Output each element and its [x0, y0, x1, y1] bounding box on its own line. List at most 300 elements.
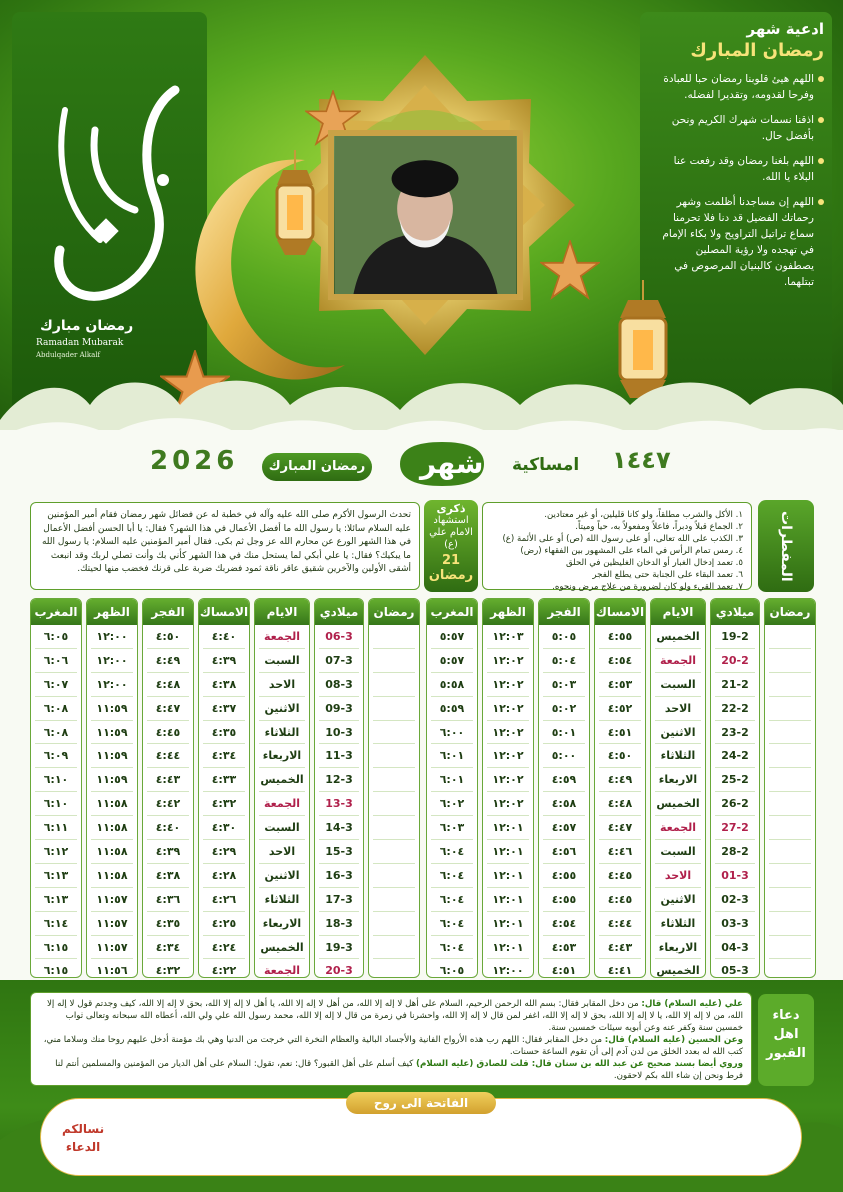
star-icon: [540, 240, 600, 300]
table-cell: ١٢:٠١: [487, 864, 529, 888]
table-cell: ٤:٥٣: [543, 936, 585, 960]
right-miladi-rows: [711, 625, 759, 978]
table-cell: السبت: [259, 649, 305, 673]
table-cell: ٤:٣٠: [203, 816, 245, 840]
table-cell: الاربعاء: [655, 768, 701, 792]
right-col-fajr: [538, 598, 590, 978]
martyrdom-anniversary-tag: [424, 500, 478, 592]
ramadan-mubarak-english: Ramadan Mubarak: [36, 338, 124, 348]
table-cell: السبت: [655, 840, 701, 864]
muftirat-item: ٧. تعمد القيء ولو كان لضرورة من علاج مرض ونحوه.: [552, 582, 743, 592]
table-cell: 03-3: [715, 912, 755, 936]
lantern-icon: [265, 150, 325, 270]
muftirat-item: ١. الأكل والشرب مطلقاً، ولو كانا قليلين، أو غير معتادين.: [544, 510, 743, 520]
table-cell: ٦:٠٦: [35, 649, 77, 673]
table-cell: [769, 792, 811, 816]
header-ramadan: رمضان: [369, 599, 419, 625]
header-imsak: الامساك: [199, 599, 249, 625]
muftirat-title-tab: المفطرات: [758, 500, 814, 592]
table-cell: ٤:٤٤: [147, 744, 189, 768]
table-cell: [373, 888, 415, 912]
muftirat-item: ٢. الجماع قبلاً ودبراً، فاعلاً ومفعولاً به، حياً وميتاً.: [575, 522, 743, 532]
table-cell: [769, 816, 811, 840]
table-cell: ٤:٢٤: [203, 936, 245, 960]
table-cell: ٦:٠٥: [431, 959, 473, 978]
table-cell: ٥:٥٧: [431, 649, 473, 673]
table-cell: الثلاثاء: [259, 888, 305, 912]
table-cell: الثلاثاء: [655, 912, 701, 936]
table-cell: السبت: [655, 673, 701, 697]
muftirat-list: [482, 502, 752, 590]
table-cell: 12-3: [319, 768, 359, 792]
right-ramadan-rows: [765, 625, 815, 978]
request-line-2: الدعاء: [65, 1140, 101, 1154]
table-cell: ٥:٠٣: [543, 673, 585, 697]
table-cell: 19-3: [319, 936, 359, 960]
duas-title-line-1: ادعية شهر: [746, 20, 824, 38]
ramadan-mubarak-arabic: رمضان مبارك: [40, 318, 134, 334]
table-cell: الجمعة: [259, 625, 305, 649]
left-miladi-rows: [315, 625, 363, 978]
table-cell: ٤:٣٩: [203, 649, 245, 673]
table-cell: الخميس: [259, 768, 305, 792]
table-cell: ٤:٣٩: [147, 840, 189, 864]
table-cell: 06-3: [319, 625, 359, 649]
table-cell: 20-3: [319, 959, 359, 978]
table-cell: ١٢:٠٢: [487, 721, 529, 745]
shahr-label: شهر: [420, 447, 484, 480]
table-cell: 14-3: [319, 816, 359, 840]
table-cell: ١١:٥٧: [91, 936, 133, 960]
table-cell: [769, 959, 811, 978]
table-cell: [373, 721, 415, 745]
right-col-maghrib: [426, 598, 478, 978]
table-cell: ٦:٠٢: [431, 792, 473, 816]
table-cell: ٤:٥٠: [147, 625, 189, 649]
table-cell: 24-2: [715, 744, 755, 768]
table-cell: ٤:٣٥: [147, 912, 189, 936]
left-col-fajr: [142, 598, 194, 978]
right-col-dhuhr: [482, 598, 534, 978]
header-ayyam: الايام: [255, 599, 309, 625]
table-cell: 02-3: [715, 888, 755, 912]
table-cell: ٤:٥٥: [599, 625, 641, 649]
table-cell: [769, 697, 811, 721]
table-cell: [769, 649, 811, 673]
table-cell: 05-3: [715, 959, 755, 978]
table-cell: 18-3: [319, 912, 359, 936]
table-cell: ٤:٥٩: [543, 768, 585, 792]
table-cell: ١٢:٠١: [487, 816, 529, 840]
table-cell: ٤:٥٥: [543, 888, 585, 912]
table-cell: ٥:٥٩: [431, 697, 473, 721]
dua-item: اللهم بلغنا رمضان وقد رفعت عنا البلاء يا الله.: [654, 153, 824, 185]
dua-item: اذقنا نسمات شهرك الكريم ونحن بأفضل حال.: [654, 112, 824, 144]
table-cell: [769, 721, 811, 745]
right-imsak-rows: [595, 625, 645, 978]
table-cell: ٤:٤٥: [599, 864, 641, 888]
narrator-hussain: وعن الحسين (عليه السلام) قال:: [604, 1035, 743, 1045]
dua-item: اللهم هيئ قلوبنا رمضان حبا للعبادة وفرحا لقدومه، وتقديرا لفضله.: [654, 71, 824, 103]
table-cell: ١٢:٠١: [487, 912, 529, 936]
table-cell: [769, 673, 811, 697]
table-cell: الاثنين: [259, 864, 305, 888]
header-miladi: ميلادي: [315, 599, 363, 625]
table-cell: ٤:٢٢: [203, 959, 245, 978]
dua-item: اللهم إن مساجدنا أظلمت وشهر رحماتك الفضيل قد دنا فلا تحرمنا سماع تراتيل التراويح ولا بكاء الإمام في تهجده ولا رؤية المصلين يصطفون كالبنيان المرصوص في تبتلهما.: [654, 194, 824, 290]
left-col-miladi: [314, 598, 364, 978]
table-cell: ١٢:٠٢: [487, 649, 529, 673]
tag-line-3: الامام علي (ع): [429, 527, 473, 550]
table-cell: ٤:٢٥: [203, 912, 245, 936]
table-cell: ٤:٤٩: [599, 768, 641, 792]
table-cell: 09-3: [319, 697, 359, 721]
table-cell: ١١:٥٨: [91, 792, 133, 816]
table-cell: ١١:٥٨: [91, 816, 133, 840]
table-cell: ٤:٥٣: [599, 673, 641, 697]
table-cell: [769, 864, 811, 888]
table-cell: [373, 816, 415, 840]
tag-line-4: 21 رمضان: [428, 553, 474, 583]
table-cell: 28-2: [715, 840, 755, 864]
table-cell: الاحد: [259, 673, 305, 697]
right-col-miladi: [710, 598, 760, 978]
table-cell: ١١:٥٨: [91, 864, 133, 888]
header-maghrib: المغرب: [427, 599, 477, 625]
table-cell: ١٢:٠٠: [91, 649, 133, 673]
quboor-text-1: من دخل المقابر فقال: بسم الله الرحمن الرحيم، السلام على أهل لا إله إلا الله، من أهل لا إله إلا الله، يا أهل لا إله إلا الله، بحق لا إله إلا الله، كيف وجدتم قول لا إله إلا الله، من لا إله إلا الله، يا لا إله إلا الله، بحق لا إله إلا الله، اغفر لمن قال لا إله إلا الله، واحشرنا في زمرة من قال لا إله إلا الله، محمد رسول الله علي ولي الله، أعطاه الله سبحانه وتعالى ثواب خمسين سنة وكفر عنه وعن أبويه سيئات خمسين سنة.: [46, 999, 743, 1033]
table-cell: ٦:٠٣: [431, 816, 473, 840]
table-cell: ٦:٠٤: [431, 912, 473, 936]
header-ayyam: الايام: [651, 599, 705, 625]
table-cell: ١٢:٠٢: [487, 768, 529, 792]
table-cell: الجمعة: [259, 959, 305, 978]
right-col-imsak: [594, 598, 646, 978]
table-cell: ٤:٣٧: [203, 697, 245, 721]
duas-list: [654, 71, 824, 290]
table-cell: 25-2: [715, 768, 755, 792]
table-cell: 04-3: [715, 936, 755, 960]
right-col-ramadan: [764, 598, 816, 978]
cloud-decoration: [0, 360, 843, 430]
table-cell: الجمعة: [259, 792, 305, 816]
table-cell: ٦:٠٩: [35, 744, 77, 768]
table-cell: ١١:٥٧: [91, 912, 133, 936]
table-cell: ٥:٥٧: [431, 625, 473, 649]
table-cell: الجمعة: [655, 816, 701, 840]
table-cell: ٤:٤٢: [147, 792, 189, 816]
table-cell: ٦:١٥: [35, 959, 77, 978]
right-maghrib-rows: [427, 625, 477, 978]
table-cell: [769, 625, 811, 649]
request-dua-text: [62, 1120, 104, 1156]
header-miladi: ميلادي: [711, 599, 759, 625]
table-cell: ٦:١١: [35, 816, 77, 840]
table-cell: 21-2: [715, 673, 755, 697]
hadith-note-box: تحدث الرسول الأكرم صلى الله عليه وآله في خطبة له عن فضائل شهر رمضان فقام أمير المؤمنين عليه السلام سائلا: يا رسول الله ما أفضل الأعمال في هذا الشهر؟ فقال: يا أبا الحسن أفضل الأعمال في هذا الشهر الورع عن محارم الله عز وجل ثم بكى. فقال أمير المؤمنين عليه السلام: يا رسول الله ما يبكيك؟ فقال: يا علي أبكي لما يستحل منك في هذا الشهر كأني بك وأنت تصلي لربك وقد انبعث أشقى الأولين والآخرين شقيق عاقر ناقة ثمود فضربك ضربة على قرنك فخضب منها لحيتك.: [30, 502, 420, 590]
table-cell: ٦:٠٨: [35, 721, 77, 745]
table-cell: [373, 744, 415, 768]
table-cell: الخميس: [655, 959, 701, 978]
table-cell: [373, 792, 415, 816]
table-cell: الاحد: [655, 697, 701, 721]
muftirat-item: ٦. تعمد البقاء على الجنابة حتى يطلع الفجر: [592, 570, 743, 580]
table-cell: ٦:١٥: [35, 936, 77, 960]
table-cell: [373, 625, 415, 649]
request-line-1: نسالكم: [62, 1122, 105, 1136]
header-ramadan: رمضان: [765, 599, 815, 625]
left-maghrib-rows: [31, 625, 81, 978]
header-fajr: الفجر: [539, 599, 589, 625]
table-cell: [373, 840, 415, 864]
tag-line-2: استشهاد: [433, 515, 469, 526]
table-cell: ٤:٥٨: [543, 792, 585, 816]
table-cell: ٤:٢٩: [203, 840, 245, 864]
table-cell: ٦:٠٤: [431, 864, 473, 888]
left-ayyam-rows: [255, 625, 309, 978]
table-cell: ٦:٠٠: [431, 721, 473, 745]
table-cell: 23-2: [715, 721, 755, 745]
table-cell: ١٢:٠٠: [91, 673, 133, 697]
table-cell: [769, 888, 811, 912]
table-cell: ١١:٥٩: [91, 721, 133, 745]
table-cell: الاحد: [655, 864, 701, 888]
quboor-dua-box: [30, 992, 752, 1086]
table-cell: السبت: [259, 816, 305, 840]
table-cell: [769, 912, 811, 936]
table-cell: ٤:٤١: [599, 959, 641, 978]
table-cell: ٥:٥٨: [431, 673, 473, 697]
table-cell: ٤:٥٢: [599, 697, 641, 721]
table-cell: 19-2: [715, 625, 755, 649]
header-imsak: الامساك: [595, 599, 645, 625]
table-cell: ٤:٣٣: [203, 768, 245, 792]
cleric-portrait: [328, 130, 523, 300]
header-banner: [0, 0, 843, 430]
table-cell: 26-2: [715, 792, 755, 816]
header-fajr: الفجر: [143, 599, 193, 625]
table-cell: [769, 744, 811, 768]
fatiha-label: الفاتحة الى روح: [346, 1092, 496, 1114]
table-cell: ١٢:٠١: [487, 888, 529, 912]
table-cell: [373, 768, 415, 792]
table-cell: ١٢:٠١: [487, 840, 529, 864]
table-cell: ٤:٣٤: [203, 744, 245, 768]
narrator-ali: علي (عليه السلام) قال:: [641, 999, 743, 1009]
table-cell: ٤:٥٤: [543, 912, 585, 936]
table-cell: ١٢:٠٠: [487, 959, 529, 978]
table-cell: 08-3: [319, 673, 359, 697]
table-cell: 10-3: [319, 721, 359, 745]
table-cell: الاربعاء: [259, 744, 305, 768]
table-cell: ٦:٠١: [431, 744, 473, 768]
table-cell: ٦:٠٤: [431, 888, 473, 912]
table-cell: 20-2: [715, 649, 755, 673]
table-cell: ٦:١٢: [35, 840, 77, 864]
table-cell: ٦:١٠: [35, 768, 77, 792]
left-col-imsak: [198, 598, 250, 978]
table-cell: [373, 912, 415, 936]
right-col-ayyam: [650, 598, 706, 978]
left-fajr-rows: [143, 625, 193, 978]
table-cell: ٤:٤٠: [147, 816, 189, 840]
table-cell: [769, 936, 811, 960]
table-cell: ٤:٤٣: [147, 768, 189, 792]
left-imsak-rows: [199, 625, 249, 978]
table-cell: 13-3: [319, 792, 359, 816]
table-cell: [373, 649, 415, 673]
table-cell: ٤:٤٤: [599, 912, 641, 936]
table-cell: ١٢:٠٢: [487, 673, 529, 697]
table-cell: ٤:٣٨: [203, 673, 245, 697]
quboor-text-2: من دخل المقابر فقال: اللهم رب هذه الأرواح الفانية والأجساد البالية والعظام النخرة التي خرجت من الدنيا وهي بك مؤمنة أدخل عليهم روحا منك وسلاما مني، كتب الله له بعدد الخلق من لدن آدم إلى أن تقوم الساعة حسنات.: [43, 1035, 743, 1057]
header-maghrib: المغرب: [31, 599, 81, 625]
right-dhuhr-rows: [483, 625, 533, 978]
gregorian-year: 2026: [150, 446, 239, 476]
table-cell: ١١:٥٩: [91, 768, 133, 792]
muftirat-item: ٤. رمس تمام الرأس في الماء على المشهور بين الفقهاء (رض): [520, 546, 743, 556]
table-cell: ٤:٤٧: [599, 816, 641, 840]
table-cell: ٦:٠١: [431, 768, 473, 792]
table-cell: ٦:٠٤: [431, 840, 473, 864]
table-cell: ٤:٤٠: [203, 625, 245, 649]
table-cell: ٤:٢٦: [203, 888, 245, 912]
table-cell: الاثنين: [655, 888, 701, 912]
left-col-ayyam: [254, 598, 310, 978]
table-cell: 01-3: [715, 864, 755, 888]
table-cell: ٤:٥١: [599, 721, 641, 745]
left-col-ramadan: [368, 598, 420, 978]
prayer-times-tables: [30, 598, 816, 978]
table-cell: الاربعاء: [259, 912, 305, 936]
tag-line-1: ذكرى: [436, 502, 466, 515]
portrait-figure-icon: [334, 136, 517, 294]
header-dhuhr: الظهر: [87, 599, 137, 625]
month-name-pill: رمضان المبارك: [262, 453, 372, 481]
table-cell: [769, 840, 811, 864]
table-cell: [373, 936, 415, 960]
table-cell: ١١:٥٦: [91, 959, 133, 978]
table-cell: الثلاثاء: [655, 744, 701, 768]
table-cell: ١٢:٠١: [487, 936, 529, 960]
table-cell: ١٢:٠٢: [487, 792, 529, 816]
table-cell: ٥:٠٥: [543, 625, 585, 649]
table-cell: الجمعة: [655, 649, 701, 673]
table-cell: ١٢:٠٢: [487, 697, 529, 721]
table-cell: ٤:٢٨: [203, 864, 245, 888]
right-fajr-rows: [539, 625, 589, 978]
table-cell: ٤:٥٧: [543, 816, 585, 840]
table-cell: ٤:٤٦: [599, 840, 641, 864]
imsakiya-label: امساكية: [512, 455, 580, 475]
table-cell: ٥:٠٤: [543, 649, 585, 673]
left-col-dhuhr: [86, 598, 138, 978]
table-cell: ٤:٣٦: [147, 888, 189, 912]
table-cell: الخميس: [655, 792, 701, 816]
quboor-title-tab: دعاء اهل القبور: [758, 994, 814, 1086]
table-cell: ٤:٤٨: [599, 792, 641, 816]
ramadan-duas: [654, 20, 824, 299]
table-cell: 27-2: [715, 816, 755, 840]
table-cell: 17-3: [319, 888, 359, 912]
table-cell: ٤:٣٥: [203, 721, 245, 745]
narrator-sadiq: وروي أيضا بسند صحيح عن عبد الله بن سنان قال: قلت للصادق (عليه السلام): [416, 1059, 743, 1069]
table-cell: ٤:٤٥: [147, 721, 189, 745]
table-cell: [769, 768, 811, 792]
table-cell: ٤:٤٨: [147, 673, 189, 697]
table-cell: ٥:٠٠: [543, 744, 585, 768]
right-ayyam-rows: [651, 625, 705, 978]
table-cell: ٤:٣٢: [203, 792, 245, 816]
table-cell: الاثنين: [655, 721, 701, 745]
ramadan-calligraphy-icon: [35, 70, 195, 320]
table-cell: ٤:٥٥: [543, 864, 585, 888]
table-cell: ٤:٤٩: [147, 649, 189, 673]
table-cell: ٥:٠١: [543, 721, 585, 745]
table-cell: ٥:٠٢: [543, 697, 585, 721]
table-cell: الخميس: [259, 936, 305, 960]
table-cell: ٤:٣٢: [147, 959, 189, 978]
table-cell: ٦:٠٤: [431, 936, 473, 960]
muftirat-item: ٥. تعمد إدخال الغبار أو الدخان الغليظين في الحلق: [565, 558, 743, 568]
left-ramadan-rows: [369, 625, 419, 978]
table-cell: 07-3: [319, 649, 359, 673]
header-dhuhr: الظهر: [483, 599, 533, 625]
artist-signature: Abdulqader Alkalf: [36, 351, 101, 359]
table-cell: ٤:٤٥: [599, 888, 641, 912]
table-cell: 11-3: [319, 744, 359, 768]
table-cell: ٦:١٣: [35, 864, 77, 888]
table-cell: ٤:٥٤: [599, 649, 641, 673]
table-cell: ٦:١٤: [35, 912, 77, 936]
table-cell: ١١:٥٨: [91, 840, 133, 864]
table-cell: ٤:٣٨: [147, 864, 189, 888]
quboor-text-3: كيف أسلم على أهل القبور؟ قال: نعم، تقول: السلام على أهل الديار من المؤمنين والمسلمين أنتم لنا فرط ونحن إن شاء الله بكم لاحقون.: [55, 1059, 743, 1081]
table-cell: ٤:٤٧: [147, 697, 189, 721]
table-cell: ٦:٠٥: [35, 625, 77, 649]
table-cell: ٦:٠٧: [35, 673, 77, 697]
table-cell: الخميس: [655, 625, 701, 649]
table-cell: [373, 864, 415, 888]
table-cell: ١١:٥٩: [91, 697, 133, 721]
table-cell: ٤:٤٣: [599, 936, 641, 960]
table-cell: ٤:٣٤: [147, 936, 189, 960]
table-cell: الاثنين: [259, 697, 305, 721]
table-cell: ٤:٥٦: [543, 840, 585, 864]
duas-title-line-2: رمضان المبارك: [690, 40, 824, 61]
hijri-year: ١٤٤٧: [612, 446, 671, 474]
table-cell: 22-2: [715, 697, 755, 721]
table-cell: ٦:١٣: [35, 888, 77, 912]
table-cell: [373, 959, 415, 978]
table-cell: الاربعاء: [655, 936, 701, 960]
table-cell: ٦:١٠: [35, 792, 77, 816]
table-cell: ٤:٥١: [543, 959, 585, 978]
table-cell: ١٢:٠٢: [487, 744, 529, 768]
left-dhuhr-rows: [87, 625, 137, 978]
table-cell: الاحد: [259, 840, 305, 864]
left-col-maghrib: [30, 598, 82, 978]
table-cell: [373, 697, 415, 721]
table-cell: 15-3: [319, 840, 359, 864]
table-cell: ١٢:٠٣: [487, 625, 529, 649]
table-cell: ١٢:٠٠: [91, 625, 133, 649]
table-cell: [373, 673, 415, 697]
table-cell: ٦:٠٨: [35, 697, 77, 721]
table-cell: ٤:٥٠: [599, 744, 641, 768]
table-cell: الثلاثاء: [259, 721, 305, 745]
muftirat-item: ٣. الكذب على الله تعالى، أو على رسول الله (ص) أو على الأئمة (ع): [502, 534, 743, 544]
